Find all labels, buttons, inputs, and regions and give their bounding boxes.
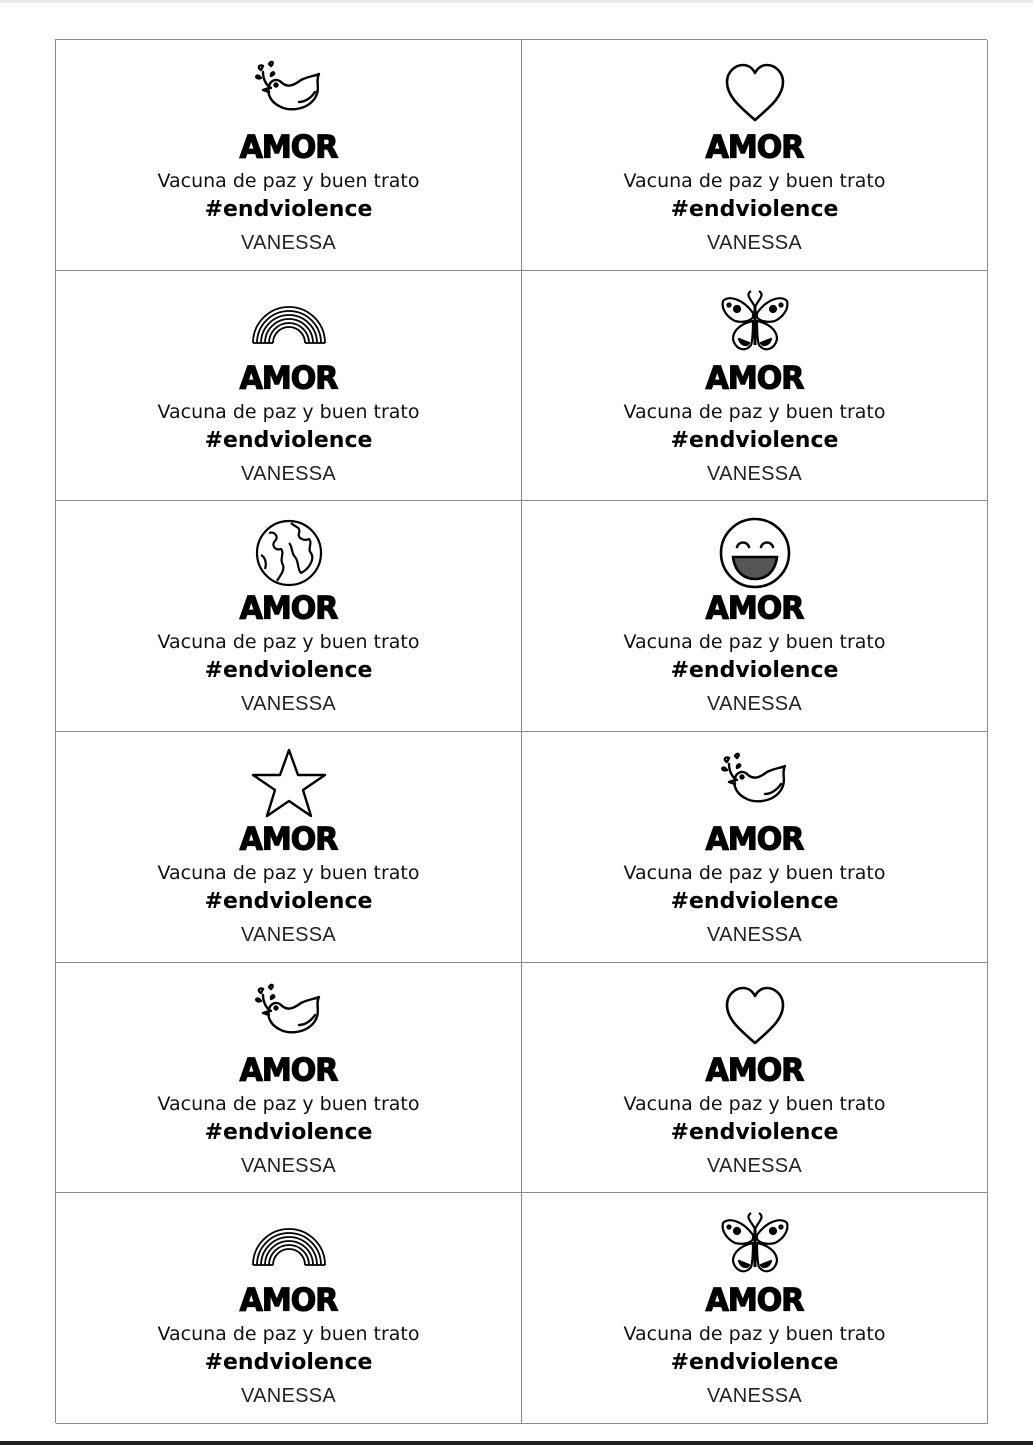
card-hashtag: #endviolence xyxy=(204,1350,373,1376)
sticker-card xyxy=(56,732,522,963)
card-name: VANESSA xyxy=(706,1154,803,1177)
dove-icon xyxy=(715,744,795,824)
card-name: VANESSA xyxy=(240,923,337,946)
card-name: VANESSA xyxy=(706,232,803,254)
sticker-card xyxy=(56,40,522,271)
card-name: VANESSA xyxy=(706,1385,803,1408)
butterfly-icon xyxy=(715,1205,795,1285)
card-title: AMOR xyxy=(239,129,338,166)
sticker-card xyxy=(56,1193,522,1424)
sticker-card xyxy=(56,501,522,732)
card-hashtag: #endviolence xyxy=(204,658,373,684)
card-subtitle: Vacuna de paz y buen trato xyxy=(157,861,420,884)
card-hashtag: #endviolence xyxy=(204,888,373,914)
card-subtitle: Vacuna de paz y buen trato xyxy=(157,170,420,192)
card-title: AMOR xyxy=(705,359,804,397)
card-subtitle: Vacuna de paz y buen trato xyxy=(623,631,886,654)
butterfly-icon xyxy=(715,283,795,363)
card-title: AMOR xyxy=(705,1282,804,1320)
sticker-card xyxy=(522,963,988,1194)
globe-icon xyxy=(249,513,329,593)
card-title: AMOR xyxy=(705,590,804,628)
sticker-card xyxy=(56,271,522,502)
card-hashtag: #endviolence xyxy=(670,427,839,453)
card-name: VANESSA xyxy=(706,693,803,716)
sticker-card xyxy=(522,732,988,963)
smiley-icon xyxy=(715,513,795,593)
card-title: AMOR xyxy=(705,821,804,858)
card-title: AMOR xyxy=(239,1051,338,1089)
heart-icon xyxy=(715,52,795,132)
heart-icon xyxy=(715,975,795,1055)
card-hashtag: #endviolence xyxy=(204,1119,373,1145)
card-subtitle: Vacuna de paz y buen trato xyxy=(623,400,886,423)
card-name: VANESSA xyxy=(706,923,803,946)
card-subtitle: Vacuna de paz y buen trato xyxy=(157,631,420,654)
card-hashtag: #endviolence xyxy=(670,888,839,914)
card-subtitle: Vacuna de paz y buen trato xyxy=(157,1323,420,1346)
card-name: VANESSA xyxy=(240,1154,337,1177)
card-hashtag: #endviolence xyxy=(670,1350,839,1376)
card-hashtag: #endviolence xyxy=(670,1119,839,1145)
card-subtitle: Vacuna de paz y buen trato xyxy=(623,170,886,192)
card-hashtag: #endviolence xyxy=(670,197,839,222)
card-subtitle: Vacuna de paz y buen trato xyxy=(157,400,420,423)
card-title: AMOR xyxy=(239,359,338,397)
star-icon xyxy=(249,744,329,824)
sticker-card xyxy=(522,40,988,271)
sticker-card xyxy=(522,501,988,732)
card-title: AMOR xyxy=(705,1051,804,1089)
card-name: VANESSA xyxy=(240,1385,337,1408)
sticker-sheet xyxy=(55,39,987,1423)
card-name: VANESSA xyxy=(240,693,337,716)
card-title: AMOR xyxy=(239,1282,338,1320)
sticker-card xyxy=(522,271,988,502)
dove-icon xyxy=(249,52,329,132)
rainbow-icon xyxy=(249,1205,329,1285)
bottom-bar xyxy=(0,1441,1033,1445)
card-title: AMOR xyxy=(239,590,338,628)
top-divider xyxy=(0,0,1033,3)
sticker-card xyxy=(56,963,522,1194)
card-subtitle: Vacuna de paz y buen trato xyxy=(623,1323,886,1346)
card-hashtag: #endviolence xyxy=(204,427,373,453)
card-name: VANESSA xyxy=(706,462,803,485)
card-title: AMOR xyxy=(705,129,804,166)
card-subtitle: Vacuna de paz y buen trato xyxy=(157,1092,420,1115)
card-subtitle: Vacuna de paz y buen trato xyxy=(623,861,886,884)
rainbow-icon xyxy=(249,283,329,363)
card-hashtag: #endviolence xyxy=(670,658,839,684)
card-title: AMOR xyxy=(239,821,338,858)
card-name: VANESSA xyxy=(240,232,337,254)
card-subtitle: Vacuna de paz y buen trato xyxy=(623,1092,886,1115)
card-name: VANESSA xyxy=(240,462,337,485)
sticker-card xyxy=(522,1193,988,1424)
card-hashtag: #endviolence xyxy=(204,197,373,222)
dove-icon xyxy=(249,975,329,1055)
